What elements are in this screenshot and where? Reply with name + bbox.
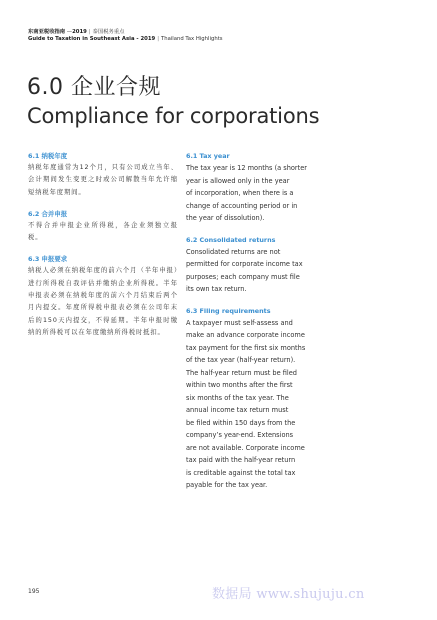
section-tax-year-text-cn: 纳税年度通常为12个月，只有公司成立当年、会计期间发生变更之时或公司解散当年允许缩短纳税年度期间。 (28, 164, 178, 196)
page-title-cn: 6.0 企业合规 (27, 75, 161, 100)
section-filing-text-cn: 纳税人必须在纳税年度的前六个月（半年申报）进行所得税自我评估并缴纳企业所得税。半年申报表必须在纳税年度的前六个月结束后两个月内提交。年度所得税申报表必须在公司年末后的150天内提交，不得延期。半年申报时缴纳的所得税可以在年度缴纳所得税时抵扣。 (28, 267, 178, 336)
section-consolidated-heading-en: 6.2 Consolidated returns (186, 235, 276, 244)
running-header (28, 29, 423, 43)
page-number: 195 (28, 588, 40, 595)
section-tax-year-heading-en: 6.1 Tax year (186, 152, 230, 160)
section-consolidated-heading-cn: 6.2 合并申报 (28, 209, 68, 218)
page-title (27, 74, 319, 131)
section-consolidated-text-cn: 不得合并申报企业所得税，各企业须独立报税。 (28, 221, 178, 242)
chinese-column (28, 151, 178, 339)
header-subtitle-en: Thailand Tax Highlights (161, 36, 223, 42)
section-filing-heading-cn: 6.3 申报要求 (28, 255, 68, 264)
section-tax-year-text-en: The tax year is 12 months (a shorter year is allowed only in the year of incorporation, when there is a change of accounting period or in the year of dissolution). (186, 164, 307, 222)
header-line-english: Guide to Taxation in Southeast Asia - 2019 | Thailand Tax Highlights (28, 36, 223, 42)
section-consolidated-text-en: Consolidated returns are not permitted for corporate income tax purposes; each company must file its own tax return. (186, 247, 303, 293)
header-year: 2019 (72, 29, 87, 35)
header-line-chinese: 东南亚税收指南 —2019 | 泰国税务重点 (28, 29, 125, 35)
watermark: 数据局 www.shujuju.cn (212, 587, 365, 602)
section-filing-text-en: A taxpayer must self-assess and make an advance corporate income tax payment for the first six months of the tax year (half-year return). The half-year return must be filed within two months after the first six months of the tax year. The annual income tax return must be filed within 150 days from the company’s year-end. Extensions are not available. Corporate income tax paid with the half-year return is creditable against the total tax payable for the tax year. (186, 318, 306, 489)
section-tax-year-heading-cn: 6.1 纳税年度 (28, 152, 68, 160)
header-title-en: Guide to Taxation in Southeast Asia - 2019 (28, 36, 156, 42)
page-title-en: Compliance for corporations (27, 104, 320, 128)
header-title-cn: 东南亚税收指南 (28, 29, 66, 35)
section-filing-heading-en: 6.3 Filing requirements (186, 306, 271, 315)
header-subtitle-cn: 泰国税务重点 (92, 29, 125, 35)
english-column (186, 151, 336, 492)
